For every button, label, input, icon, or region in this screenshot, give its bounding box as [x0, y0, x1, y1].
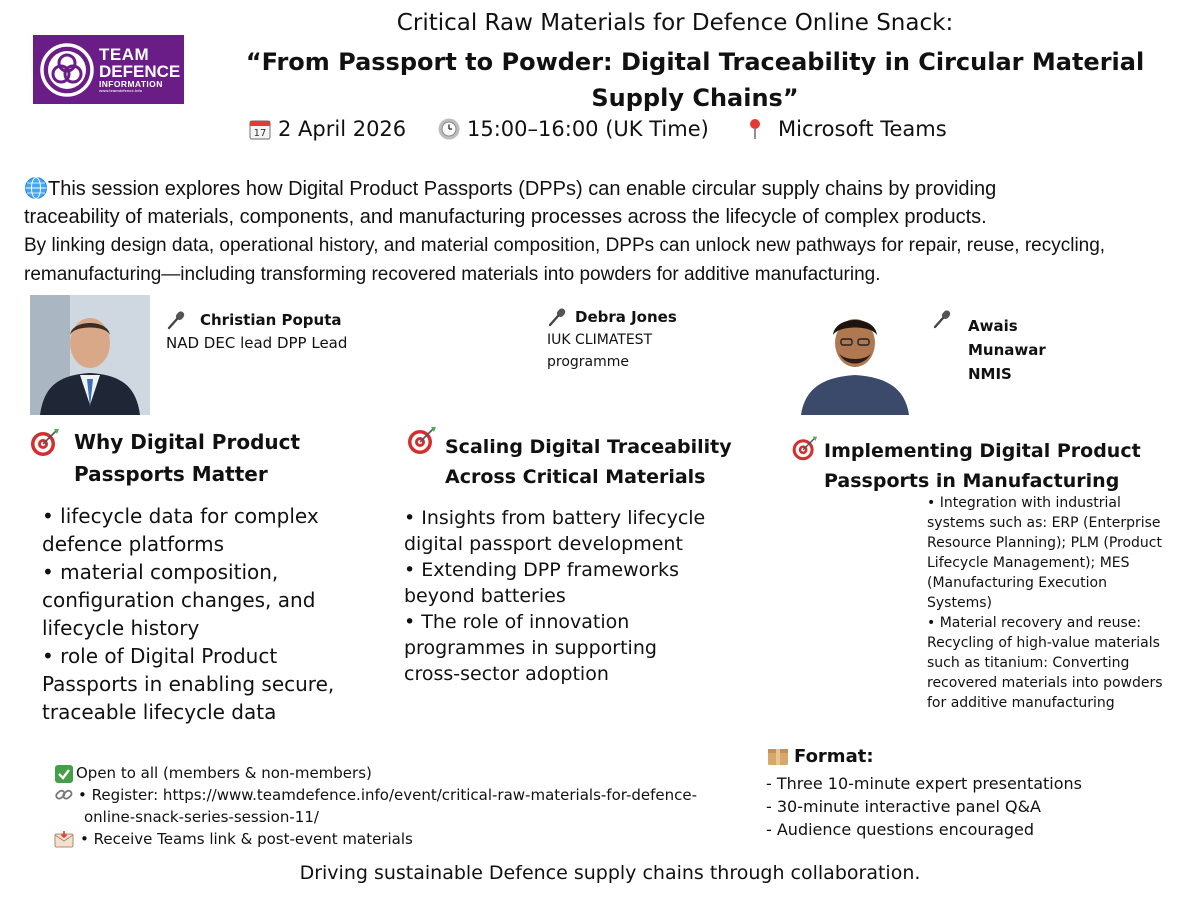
format-item: - 30-minute interactive panel Q&A [766, 797, 1041, 816]
team-defence-logo [33, 35, 184, 104]
topic-title-line-1: Implementing Digital Product [824, 440, 1141, 462]
bullet-line: such as titanium: Converting [927, 655, 1130, 671]
topic-column-why-dpp [28, 426, 300, 490]
bullet-line: • Integration with industrial [927, 495, 1121, 511]
bullet-line: • Material recovery and reuse: [927, 615, 1142, 631]
bullet-line: Lifecycle Management); MES [927, 555, 1130, 571]
description-line-1-text: This session explores how Digital Product Passports (DPPs) can enable circular supply chains by providing [48, 178, 997, 200]
event-location [744, 117, 947, 141]
microphone-icon [166, 309, 188, 331]
logo-line-url: www.teamdefence.info [99, 88, 143, 94]
triquetra-logo-icon [39, 42, 95, 98]
bullet-line: Resource Planning); PLM (Product [927, 535, 1162, 551]
bullet-line: • Insights from battery lifecycle [404, 507, 706, 529]
speaker-name: Christian Poputa [200, 311, 342, 329]
format-items [766, 772, 1082, 841]
format-item: - Three 10-minute expert presentations [766, 774, 1082, 793]
speaker-role-line-2: programme [547, 354, 630, 370]
topic-title-line-2: Passports Matter [74, 462, 268, 486]
topic-column-implementing-dpp [790, 434, 1141, 496]
description-line-2: traceability of materials, components, and manufacturing processes across the lifecycle of complex products. [24, 206, 987, 228]
bullet-line: • The role of innovation [404, 611, 630, 633]
bullet-line: systems such as: ERP (Enterprise [927, 515, 1161, 531]
bullet-line: Systems) [927, 595, 992, 611]
speaker-debra-jones [547, 305, 677, 373]
bullet-line: lifecycle history [42, 616, 200, 640]
bullet-line: (Manufacturing Execution [927, 575, 1107, 591]
event-time-text: 15:00–16:00 (UK Time) [467, 117, 709, 141]
receive-line [54, 828, 697, 850]
bullet-line: beyond batteries [404, 585, 566, 607]
speaker-christian-poputa [166, 308, 347, 355]
bullet-line: configuration changes, and [42, 588, 316, 612]
event-date-text: 2 April 2026 [278, 117, 407, 141]
microphone-icon [547, 306, 569, 328]
speaker-portrait-icon [30, 295, 150, 415]
microphone-icon [932, 308, 954, 330]
topic-bullets-scaling-traceability [404, 505, 705, 687]
calendar-icon [248, 117, 272, 141]
open-to-all-line [54, 762, 697, 784]
event-session-title [240, 44, 1150, 116]
logo-line-defence: DEFENCE [99, 61, 181, 81]
clock-icon [437, 117, 461, 141]
package-box-icon [766, 744, 790, 768]
envelope-icon [54, 829, 74, 849]
speaker-photo-christian-poputa [30, 295, 150, 415]
bullet-line: • lifecycle data for complex [42, 504, 319, 528]
bullet-line: for additive manufacturing [927, 695, 1115, 711]
topic-title-line-2: Passports in Manufacturing [824, 470, 1120, 492]
tagline: Driving sustainable Defence supply chains through collaboration. [299, 862, 921, 884]
speaker-last-name: Munawar [968, 341, 1046, 359]
event-series-title: Critical Raw Materials for Defence Online Snack: [396, 10, 954, 36]
logo-line-information: INFORMATION [99, 78, 163, 89]
topic-column-scaling-traceability [405, 424, 732, 492]
link-icon [54, 785, 74, 805]
register-url-line-2[interactable]: online-snack-series-session-11/ [84, 808, 319, 826]
logo-wordmark [99, 46, 180, 94]
receive-text: • Receive Teams link & post-event materials [80, 830, 413, 848]
event-date [248, 117, 406, 141]
globe-icon [24, 176, 48, 200]
bullet-line: • role of Digital Product [42, 644, 278, 668]
register-url-line-1[interactable]: • Register: https://www.teamdefence.info/event/critical-raw-materials-for-defence- [78, 786, 698, 804]
session-description [24, 175, 1200, 289]
bullet-line: Recycling of high-value materials [927, 635, 1160, 651]
event-location-text: Microsoft Teams [778, 117, 947, 141]
bullet-line: cross-sector adoption [404, 663, 609, 685]
pushpin-icon [744, 117, 768, 141]
target-icon [790, 434, 818, 462]
description-line-4: remanufacturing—including transforming recovered materials into powders for additive manufacturing. [24, 264, 881, 285]
target-icon [28, 426, 60, 458]
speaker-portrait-icon [795, 305, 915, 415]
format-section [766, 744, 1082, 841]
session-title-line-1: “From Passport to Powder: Digital Traceability in Circular Material [245, 48, 1145, 76]
speaker-photo-awais-munawar [795, 305, 915, 415]
event-time [437, 117, 709, 141]
format-title: Format: [794, 745, 874, 767]
speaker-organisation: NMIS [968, 365, 1012, 383]
speaker-first-name: Awais [968, 317, 1018, 335]
bullet-line: programmes in supporting [404, 637, 657, 659]
topic-bullets-implementing-dpp [927, 493, 1163, 713]
target-icon [405, 424, 437, 456]
bullet-line: • material composition, [42, 560, 279, 584]
check-mark-icon [54, 764, 74, 784]
topic-title-line-1: Why Digital Product [74, 430, 301, 454]
logo-line-team: TEAM [99, 44, 150, 64]
description-line-3: By linking design data, operational history, and material composition, DPPs can unlock new pathways for repair, reuse, recycling, [24, 235, 1106, 256]
speaker-role-line-1: IUK CLIMATEST [547, 332, 653, 348]
topic-title-line-2: Across Critical Materials [445, 466, 706, 488]
description-line-1 [24, 175, 1200, 203]
bullet-line: digital passport development [404, 533, 683, 555]
bullet-line: Passports in enabling secure, [42, 672, 335, 696]
bullet-line: recovered materials into powders [927, 675, 1163, 691]
speaker-role: NAD DEC lead DPP Lead [166, 334, 348, 352]
speaker-awais-munawar [932, 308, 1046, 386]
calendar-day: 17 [253, 128, 267, 139]
session-title-line-2: Supply Chains” [591, 84, 799, 112]
bullet-line: traceable lifecycle data [42, 700, 277, 724]
bullet-line: defence platforms [42, 532, 225, 556]
format-item: - Audience questions encouraged [766, 820, 1035, 839]
bullet-line: • Extending DPP frameworks [404, 559, 679, 581]
speaker-name: Debra Jones [575, 308, 677, 326]
register-line [54, 784, 697, 806]
registration-info [54, 762, 697, 850]
topic-title-line-1: Scaling Digital Traceability [445, 436, 732, 458]
topic-bullets-why-dpp [42, 502, 334, 726]
open-to-all-text: Open to all (members & non-members) [76, 764, 372, 782]
